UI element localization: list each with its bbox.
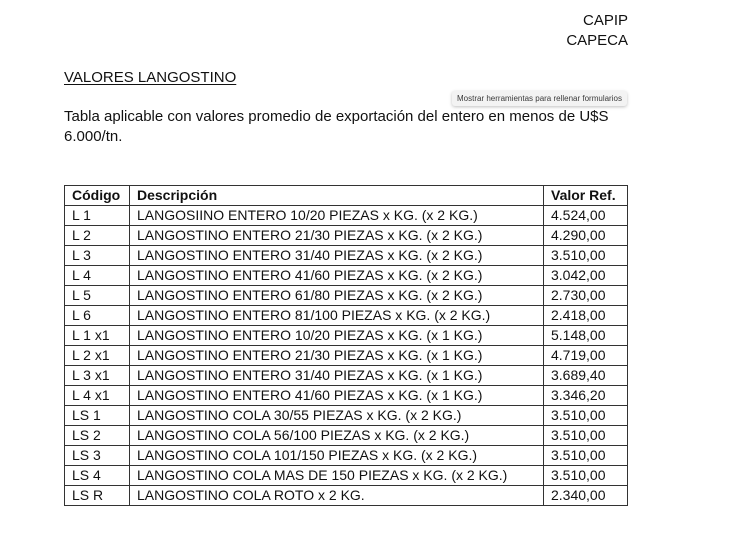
cell-code: LS 2 xyxy=(65,426,130,446)
table-row xyxy=(65,466,628,486)
table-row xyxy=(65,286,628,306)
cell-description: LANGOSTINO ENTERO 41/60 PIEZAS x KG. (x 1 KG.) xyxy=(130,386,544,406)
cell-description: LANGOSTINO COLA 56/100 PIEZAS x KG. (x 2 KG.) xyxy=(130,426,544,446)
cell-code: L 1 x1 xyxy=(65,326,130,346)
cell-description: LANGOSTINO ENTERO 41/60 PIEZAS x KG. (x 2 KG.) xyxy=(130,266,544,286)
org-name-capeca: CAPECA xyxy=(566,32,628,49)
cell-description: LANGOSTINO ENTERO 81/100 PIEZAS x KG. (x 2 KG.) xyxy=(130,306,544,326)
cell-value: 3.346,20 xyxy=(544,386,628,406)
cell-code: L 3 x1 xyxy=(65,366,130,386)
header-description: Descripción xyxy=(130,186,544,206)
cell-value: 4.290,00 xyxy=(544,226,628,246)
cell-code: L 3 xyxy=(65,246,130,266)
cell-code: L 6 xyxy=(65,306,130,326)
cell-description: LANGOSTINO COLA 30/55 PIEZAS x KG. (x 2 KG.) xyxy=(130,406,544,426)
cell-code: LS 1 xyxy=(65,406,130,426)
header-value: Valor Ref. xyxy=(544,186,628,206)
cell-value: 2.418,00 xyxy=(544,306,628,326)
table-row xyxy=(65,326,628,346)
cell-value: 2.730,00 xyxy=(544,286,628,306)
table-row xyxy=(65,266,628,286)
header-code: Código xyxy=(65,186,130,206)
cell-value: 5.148,00 xyxy=(544,326,628,346)
cell-code: L 4 xyxy=(65,266,130,286)
form-tools-tooltip: Mostrar herramientas para rellenar formularios xyxy=(452,91,627,106)
cell-value: 4.719,00 xyxy=(544,346,628,366)
cell-description: LANGOSTINO ENTERO 21/30 PIEZAS x KG. (x 1 KG.) xyxy=(130,346,544,366)
cell-value: 3.689,40 xyxy=(544,366,628,386)
table-row xyxy=(65,406,628,426)
cell-value: 3.510,00 xyxy=(544,426,628,446)
cell-value: 2.340,00 xyxy=(544,486,628,506)
cell-description: LANGOSTINO ENTERO 10/20 PIEZAS x KG. (x 1 KG.) xyxy=(130,326,544,346)
cell-value: 3.510,00 xyxy=(544,466,628,486)
table-row xyxy=(65,366,628,386)
table-row xyxy=(65,346,628,366)
table-row xyxy=(65,486,628,506)
cell-description: LANGOSIINO ENTERO 10/20 PIEZAS x KG. (x 2 KG.) xyxy=(130,206,544,226)
cell-value: 3.042,00 xyxy=(544,266,628,286)
cell-code: L 2 x1 xyxy=(65,346,130,366)
table-row xyxy=(65,246,628,266)
cell-value: 3.510,00 xyxy=(544,246,628,266)
cell-description: LANGOSTINO COLA MAS DE 150 PIEZAS x KG. (x 2 KG.) xyxy=(130,466,544,486)
cell-code: L 5 xyxy=(65,286,130,306)
org-name-capip: CAPIP xyxy=(582,12,628,29)
table-header-row xyxy=(65,186,628,206)
cell-code: L 2 xyxy=(65,226,130,246)
cell-value: 3.510,00 xyxy=(544,446,628,466)
cell-code: LS 4 xyxy=(65,466,130,486)
cell-description: LANGOSTINO ENTERO 31/40 PIEZAS x KG. (x 1 KG.) xyxy=(130,366,544,386)
table-row xyxy=(65,206,628,226)
cell-description: LANGOSTINO COLA 101/150 PIEZAS x KG. (x 2 KG.) xyxy=(130,446,544,466)
cell-value: 4.524,00 xyxy=(544,206,628,226)
intro-paragraph: Tabla aplicable con valores promedio de exportación del entero en menos de U$S 6.000/tn. xyxy=(64,108,609,145)
cell-code: L 1 xyxy=(65,206,130,226)
cell-description: LANGOSTINO ENTERO 21/30 PIEZAS x KG. (x 2 KG.) xyxy=(130,226,544,246)
table-row xyxy=(65,306,628,326)
table-row xyxy=(65,386,628,406)
cell-code: L 4 x1 xyxy=(65,386,130,406)
price-table xyxy=(64,185,628,506)
cell-description: LANGOSTINO ENTERO 31/40 PIEZAS x KG. (x 2 KG.) xyxy=(130,246,544,266)
cell-value: 3.510,00 xyxy=(544,406,628,426)
cell-description: LANGOSTINO COLA ROTO x 2 KG. xyxy=(130,486,544,506)
cell-code: LS 3 xyxy=(65,446,130,466)
table-row xyxy=(65,226,628,246)
table-row xyxy=(65,426,628,446)
document-title: VALORES LANGOSTINO xyxy=(64,69,237,86)
organization-header xyxy=(566,11,628,51)
cell-description: LANGOSTINO ENTERO 61/80 PIEZAS x KG. (x 2 KG.) xyxy=(130,286,544,306)
cell-code: LS R xyxy=(65,486,130,506)
table-row xyxy=(65,446,628,466)
